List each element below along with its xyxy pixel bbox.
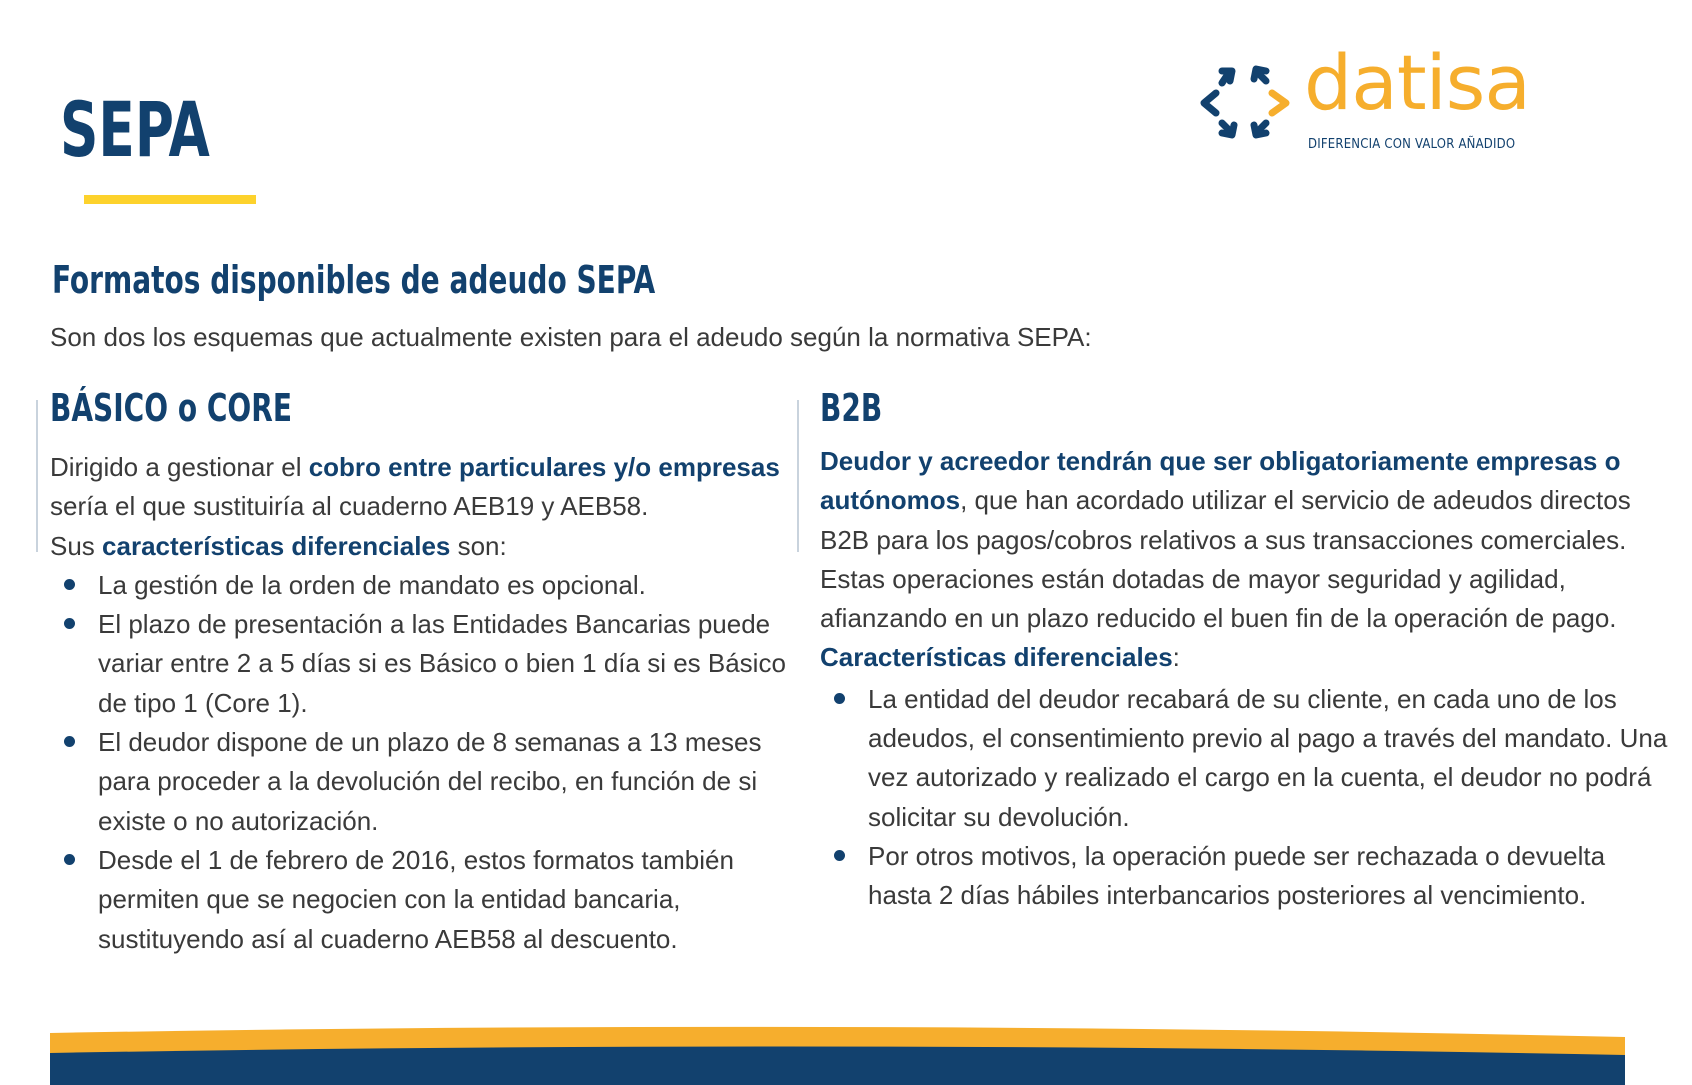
- core-heading: BÁSICO o CORE: [50, 386, 292, 430]
- section-title: Formatos disponibles de adeudo SEPA: [52, 258, 656, 302]
- circular-arrows-icon: [1200, 59, 1290, 145]
- bullet-dot-icon: [64, 736, 75, 747]
- list-item-text: El plazo de presentación a las Entidades Bancarias puede variar entre 2 a 5 días si es Básico o bien 1 día si es Básico de tipo 1 (Core 1).: [98, 609, 786, 718]
- bullet-dot-icon: [64, 854, 75, 865]
- core-desc-post: sería el que sustituiría al cuaderno AEB19 y AEB58.: [50, 491, 649, 522]
- core-desc-pre: Dirigido a gestionar el: [50, 452, 309, 482]
- right-column-rule: [797, 400, 799, 552]
- b2b-desc-post: , que han acordado utilizar el servicio de adeudos directos B2B para los pagos/cobros relativos a sus transacciones comerciales. Estas operaciones están dotadas de mayor seguridad y agilidad, afianzando en un plazo reducido el buen fin de la operación de pago.: [820, 485, 1631, 634]
- footer-wave-band: [50, 1025, 1625, 1085]
- datisa-logo: [1200, 38, 1530, 155]
- bullet-dot-icon: [834, 693, 845, 704]
- intro-text: Son dos los esquemas que actualmente existen para el adeudo según la normativa SEPA:: [50, 322, 1092, 352]
- list-item-text: Por otros motivos, la operación puede ser rechazada o devuelta hasta 2 días hábiles interbancarios posteriores al vencimiento.: [868, 840, 1606, 911]
- list-item: [50, 605, 790, 723]
- b2b-heading: B2B: [820, 386, 883, 430]
- b2b-desc-highlight: Deudor y acreedor tendrán que ser obligatoriamente empresas o autónomos: [820, 446, 1621, 516]
- bullet-dot-icon: [64, 579, 75, 590]
- core-desc-highlight: cobro entre particulares y/o empresas: [308, 452, 780, 482]
- core-features-intro: [50, 527, 790, 566]
- bullet-dot-icon: [64, 618, 75, 629]
- b2b-description: [820, 442, 1670, 638]
- title-underline: [84, 195, 256, 204]
- left-column-rule: [36, 400, 38, 552]
- list-item: [50, 723, 790, 841]
- b2b-features-highlight: Características diferenciales: [820, 642, 1173, 673]
- list-item: [820, 680, 1670, 837]
- list-item-text: La gestión de la orden de mandato es opcional.: [98, 569, 646, 600]
- core-column: [50, 386, 790, 959]
- list-item-text: El deudor dispone de un plazo de 8 semanas a 13 meses para proceder a la devolución del recibo, en función de si existe o no autorización.: [98, 727, 762, 836]
- list-item-text: Desde el 1 de febrero de 2016, estos formatos también permiten que se negocien con la entidad bancaria, sustituyendo así al cuaderno AEB58 al descuento.: [98, 844, 734, 954]
- core-bullet-list: [50, 566, 790, 959]
- core-features-highlight: características diferenciales: [102, 530, 451, 561]
- page-title: SEPA: [60, 85, 210, 174]
- core-description: [50, 448, 790, 527]
- list-item: [50, 566, 790, 605]
- b2b-features-post: :: [1172, 642, 1180, 673]
- core-features-pre: Sus: [50, 530, 103, 561]
- list-item: [820, 837, 1670, 916]
- logo-wordmark: datisa: [1304, 38, 1530, 127]
- core-features-post: son:: [450, 530, 507, 561]
- b2b-features-intro: [820, 638, 1670, 677]
- list-item-text: La entidad del deudor recabará de su cliente, en cada uno de los adeudos, el consentimiento previo al pago a través del mandato. Una vez autorizado y realizado el cargo en la cuenta, el deudor no podrá solicitar su devolución.: [868, 683, 1668, 832]
- logo-tagline: DIFERENCIA CON VALOR AÑADIDO: [1308, 137, 1516, 152]
- b2b-bullet-list: [820, 680, 1670, 916]
- bullet-dot-icon: [834, 850, 845, 861]
- list-item: [50, 841, 790, 959]
- b2b-column: [820, 386, 1670, 916]
